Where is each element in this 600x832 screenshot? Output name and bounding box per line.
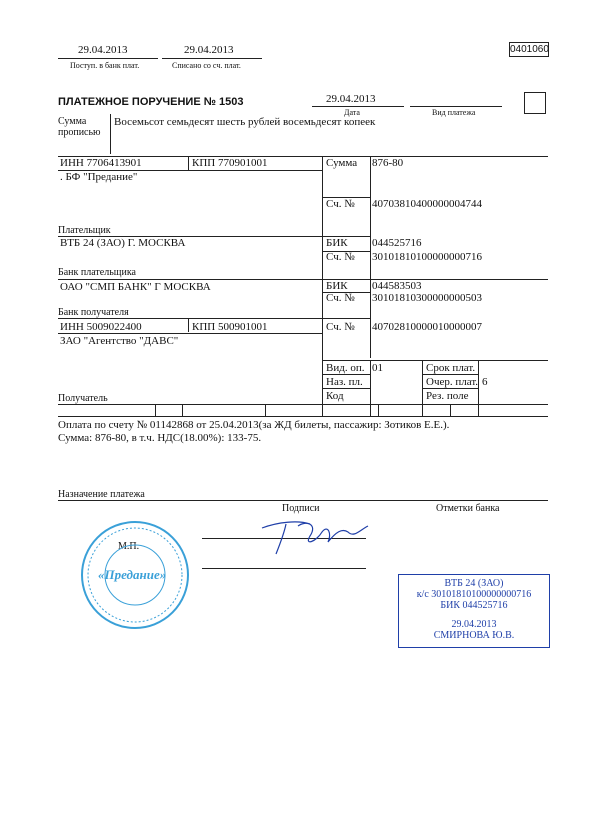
payer-bank-account: 30101810100000000716 (372, 251, 482, 263)
op-type-label: Вид. оп. (326, 362, 365, 374)
seal-text: «Предание» (98, 567, 167, 582)
payment-type-caption: Вид платежа (432, 108, 476, 117)
tax-col-1 (155, 404, 156, 416)
payee-kpp: КПП 500901001 (192, 321, 268, 333)
received-date: 29.04.2013 (78, 44, 128, 56)
tax-col-6 (450, 404, 451, 416)
purpose-label: Назначение платежа (58, 489, 145, 500)
order-date-line (312, 106, 404, 107)
payee-inn: ИНН 5009022400 (60, 321, 142, 333)
mp-label: М.П. (118, 541, 140, 552)
signature-scribble (258, 510, 378, 560)
term-label: Срок плат. (426, 362, 476, 374)
amount-words-divider (110, 114, 111, 154)
payer-bank-account-label: Сч. № (326, 251, 355, 263)
payee-bank-bik: 044583503 (372, 280, 422, 292)
code-label: Код (326, 390, 344, 402)
order-date: 29.04.2013 (326, 93, 376, 105)
bank-stamp-bank: ВТБ 24 (ЗАО) (444, 578, 504, 589)
debited-date-line (162, 58, 262, 59)
tax-col-7 (478, 404, 479, 416)
payee-bank-bik-label: БИК (326, 280, 348, 292)
tax-col-4 (322, 404, 323, 416)
col-divider-b2 (370, 360, 371, 416)
tax-col-3 (265, 404, 266, 416)
payee-account-top (322, 318, 370, 319)
bank-stamp-date: 29.04.2013 (451, 619, 497, 630)
codes-col2 (422, 360, 423, 416)
col-divider-b (370, 156, 371, 358)
company-seal (80, 520, 190, 630)
payer-bank-bik: 044525716 (372, 237, 422, 249)
priority-value: 6 (482, 376, 488, 388)
codes-row2 (322, 388, 370, 389)
op-type-value: 01 (372, 362, 383, 374)
payer-bank-bik-label: БИК (326, 237, 348, 249)
amount-words-label-1: Сумма (58, 116, 87, 127)
purpose-code-label: Наз. пл. (326, 376, 363, 388)
received-date-caption: Поступ. в банк плат. (70, 61, 140, 70)
payer-label: Плательщик (58, 225, 111, 236)
payee-name: ЗАО "Агентство "ДАВС" (60, 335, 179, 347)
received-date-line (58, 58, 158, 59)
codes-row1 (322, 374, 370, 375)
debited-date-caption: Списано со сч. плат. (172, 61, 241, 70)
codes-row1b (422, 374, 478, 375)
payee-inn-kpp-divider (188, 318, 189, 332)
payer-bank-name: ВТБ 24 (ЗАО) Г. МОСКВА (60, 237, 186, 249)
payee-account: 40702810000010000007 (372, 321, 482, 333)
order-date-caption: Дата (344, 108, 360, 117)
codes-top (322, 360, 548, 361)
col-divider-a (322, 156, 323, 416)
signatures-caption: Подписи (282, 503, 320, 514)
amount-value: 876-80 (372, 157, 404, 169)
payer-bank-bottom (58, 279, 548, 280)
payee-bank-account-label: Сч. № (326, 292, 355, 304)
priority-label: Очер. плат. (426, 376, 479, 388)
payee-bank-name: ОАО "СМП БАНК" Г МОСКВА (60, 281, 211, 293)
payment-status-box (524, 92, 546, 114)
tax-col-5 (378, 404, 379, 416)
reserve-label: Рез. поле (426, 390, 469, 402)
amount-label: Сумма (326, 157, 358, 169)
bank-stamp-bik: БИК 044525716 (440, 600, 508, 611)
form-code: 0401060 (510, 44, 549, 55)
amount-words-text: Восемьсот семьдесят шесть рублей восемьдесят копеек (114, 116, 376, 128)
payee-bottom (58, 404, 548, 405)
payee-bank-label: Банк получателя (58, 307, 129, 318)
order-title: ПЛАТЕЖНОЕ ПОРУЧЕНИЕ № 1503 (58, 96, 244, 108)
tax-col-2 (182, 404, 183, 416)
amount-words-label-2: прописью (58, 127, 101, 138)
bank-stamp-officer: СМИРНОВА Ю.В. (433, 630, 515, 641)
payee-bank-account: 30101810300000000503 (372, 292, 482, 304)
payee-account-label: Сч. № (326, 321, 355, 333)
payer-account-label: Сч. № (326, 198, 355, 210)
bank-stamp-corr: к/с 30101810100000000716 (416, 589, 532, 600)
payer-bank-label: Банк плательщика (58, 267, 136, 278)
form-code-box (509, 42, 549, 57)
signature-line-2 (202, 568, 366, 569)
tax-fields-bottom (58, 416, 548, 417)
bank-marks-caption: Отметки банка (436, 503, 500, 514)
purpose-line-1: Оплата по счету № 01142868 от 25.04.2013(за ЖД билеты, пассажир: Зотиков Е.Е.). (58, 419, 450, 431)
bank-stamp (398, 574, 550, 648)
payee-inn-line (58, 333, 322, 334)
purpose-bottom (58, 500, 548, 501)
debited-date: 29.04.2013 (184, 44, 234, 56)
payer-inn: ИНН 7706413901 (60, 157, 142, 169)
payer-name: . БФ "Предание" (60, 171, 138, 183)
payee-label: Получатель (58, 393, 108, 404)
payer-account: 40703810400000004744 (372, 198, 482, 210)
payer-kpp: КПП 770901001 (192, 157, 268, 169)
payee-bank-bottom (58, 318, 322, 319)
codes-row2b (422, 388, 478, 389)
payment-type-line (410, 106, 502, 107)
payer-inn-kpp-divider (188, 156, 189, 170)
purpose-line-2: Сумма: 876-80, в т.ч. НДС(18.00%): 133-75. (58, 432, 262, 444)
